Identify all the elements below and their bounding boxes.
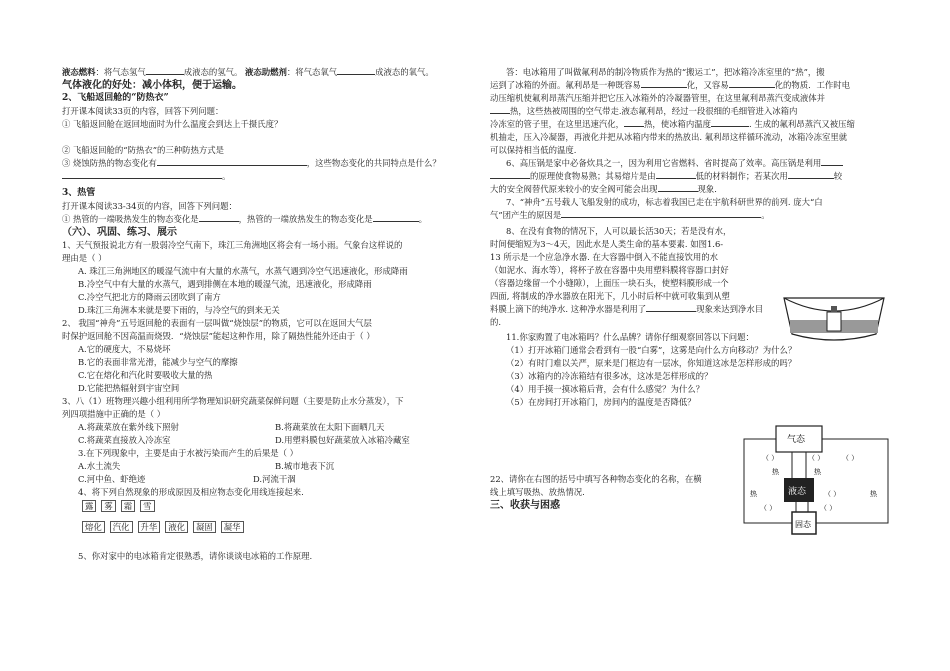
q1-stem-b: 理由是（ ） bbox=[62, 253, 107, 263]
fridge-text: . 生成的氟利昂蒸汽又被压缩 bbox=[749, 119, 855, 129]
cooker-text: 6、高压锅是家中必备炊具之一，因为利用它省燃料、省时提高了效率。高压锅是利用 bbox=[506, 158, 822, 168]
q8-text: 料膜上滴下的纯净水. 这种净水器是利用了 bbox=[490, 304, 647, 314]
q6-line1 bbox=[490, 157, 888, 170]
liquid-fuel-line bbox=[62, 66, 472, 79]
phenomena-row bbox=[62, 500, 472, 513]
q11-item5: （5）在房间打开冰箱门，房间内的温度是否降低？ bbox=[506, 397, 696, 407]
change-box[interactable]: 凝华 bbox=[221, 521, 244, 533]
section-3-harvest-title: 三、收获与困惑 bbox=[490, 500, 560, 511]
q11-item1: （1）打开冰箱门通常会看到有一股“白雾”，这雾是向什么方向移动？为什么？ bbox=[506, 345, 797, 355]
cooker-text: 的原理使食物易熟；其易熔片是由 bbox=[530, 171, 656, 181]
q8-line2: 时间便缩短为3～4天，因此水是人类生命的基本要素. 如图1.6- bbox=[490, 239, 724, 249]
q5-stem: 4、将下列自然现象的形成原因及相应物态变化用线连接起来. bbox=[78, 487, 304, 497]
q3-option-b: B.将蔬菜放在太阳下面晒几天 bbox=[275, 422, 385, 432]
q8-line3: 13 所示是一个应急净水器. 在大容器中倒入不能直接饮用的水 bbox=[490, 252, 719, 262]
heat-left-top: 热 bbox=[772, 468, 779, 476]
q2-option-b: B.它的表面非常光滑，能减少与空气的摩擦 bbox=[78, 357, 238, 367]
q4-option-a: A.水土流失 bbox=[78, 461, 121, 471]
q3-period: 。 bbox=[222, 171, 231, 181]
cooker-text: 低的材料制作；若某次用 bbox=[695, 171, 788, 181]
q2-stem-b: 时保护返回舱不因高温而烧毁．“烧蚀层”能起这种作用，除了隔热性能外还由于（ ） bbox=[62, 331, 375, 341]
q8-line5: （容器边缘留一个小缝隙），上面压一块石头，使塑料膜形成一个 bbox=[490, 278, 729, 288]
section-3-title: 3、热管 bbox=[62, 188, 96, 198]
q11-stem: 11.你家购置了电冰箱吗？什么品牌？请你仔细观察回答以下问题： bbox=[506, 332, 754, 342]
heat-pipe-c: 。 bbox=[418, 214, 428, 224]
blank[interactable] bbox=[788, 178, 834, 179]
fridge-answer-line4 bbox=[490, 105, 888, 118]
changes-row bbox=[62, 521, 472, 534]
water-purifier-illustration bbox=[782, 294, 886, 346]
paren-right-bottom: （ ） bbox=[820, 504, 837, 512]
blank[interactable] bbox=[729, 87, 775, 88]
q4-option-b: B.城市地表下沉 bbox=[275, 461, 335, 471]
heat-left: 热 bbox=[750, 490, 757, 498]
paren-mid-top: （ ） bbox=[808, 454, 825, 462]
change-box[interactable]: 凝固 bbox=[193, 521, 216, 533]
q3-stem-a: 3、八（1）班物理兴趣小组利用所学物理知识研究蔬菜保鲜问题（主要是防止水分蒸发），下 bbox=[62, 396, 404, 406]
q11-item4: （4）用手摸一摸冰箱后背，会有什么感觉？为什么？ bbox=[506, 384, 704, 394]
phenomenon-box[interactable]: 雾 bbox=[101, 500, 115, 512]
section-2-q3-answer bbox=[62, 170, 472, 183]
section-6-title: （六）、巩固、练习、展示 bbox=[62, 227, 177, 238]
q8-line8: 的. bbox=[490, 317, 502, 327]
q8-line1: 8、在没有食物的情况下，人可以最长活30天；若是没有水， bbox=[506, 226, 732, 236]
liquid-fuel-text2: 成液态的氢气。 bbox=[183, 67, 243, 77]
q8-text: 现象来达到净水目 bbox=[696, 304, 764, 314]
blank[interactable] bbox=[157, 165, 307, 166]
q8-line6: 四面, 将制成的净水器放在阳光下，几小时后杯中就可收集到从塑 bbox=[490, 291, 730, 301]
oxidizer-label: 液态助燃剂 bbox=[245, 67, 287, 77]
q22-line2: 线上填写吸热、放热情况. bbox=[490, 487, 585, 497]
section-3-q1 bbox=[62, 213, 472, 226]
fridge-answer-line2 bbox=[490, 79, 888, 92]
section-2-intro: 打开课本阅读33页的内容，回答下列问题： bbox=[62, 106, 224, 116]
section-2-q2: ② 飞船返回舱的“防热衣”的三种防热方式是 bbox=[62, 145, 224, 155]
heat-mid-top: 热 bbox=[814, 468, 821, 476]
q4-option-c: C.河中鱼、虾绝迹 bbox=[78, 474, 146, 484]
blank[interactable] bbox=[490, 178, 530, 179]
blank[interactable] bbox=[641, 87, 687, 88]
heat-right: 热 bbox=[870, 490, 877, 498]
q11-item2: （2）有时门难以关严，原来是门框边有一层冰，你知道这冰是怎样形成的吗？ bbox=[506, 358, 797, 368]
fridge-text: 冷冻室的管子里，在这里迅速汽化， bbox=[490, 119, 624, 129]
q4-stem: 3.在下列现象中，主要是由于水被污染而产生的后果是（ ） bbox=[78, 448, 299, 458]
phenomenon-box[interactable]: 露 bbox=[82, 500, 96, 512]
q3-stem-b: 列四项措施中正确的是（ ） bbox=[62, 409, 166, 419]
q8-line4: （如泥水、海水等），将杯子放在容器中央用塑料膜将容器口封好 bbox=[490, 265, 729, 275]
paren-left-bottom: （ ） bbox=[760, 504, 777, 512]
liquid-fuel-text: ：将气态氢气 bbox=[95, 67, 146, 77]
q7-period: 。 bbox=[761, 210, 770, 220]
blank[interactable] bbox=[624, 126, 644, 127]
blank[interactable] bbox=[821, 165, 843, 166]
q1-option-c: C.冷空气把北方的降雨云团吹到了南方 bbox=[78, 292, 221, 302]
section-3-intro: 打开课本阅读33-34页的内容，回答下列问题： bbox=[62, 201, 237, 211]
q4-options-row1 bbox=[62, 460, 472, 473]
heat-pipe-b: ，热管的一端放热发生的物态变化是 bbox=[238, 214, 373, 224]
q2-stem-a: 2、 我国“神舟”五号返回舱的表面有一层叫做“烧蚀层”的物质，它可以在返回大气层 bbox=[62, 318, 372, 328]
liquid-fuel-label: 液态燃料 bbox=[62, 67, 96, 77]
blank[interactable] bbox=[373, 221, 419, 222]
heat-pipe-a: ① 热管的一端吸热发生的物态变化是 bbox=[62, 214, 199, 224]
left-column bbox=[62, 66, 472, 563]
blank[interactable] bbox=[658, 191, 698, 192]
section-2-q1: ① 飞船返回舱在返回地面时为什么温度会到达上千摄氏度？ bbox=[62, 119, 283, 129]
q2-option-a: A.它的硬度大，不易烧坏 bbox=[78, 344, 171, 354]
q1-option-d: D.珠江三角洲本来就是要下雨的，与冷空气的到来无关 bbox=[78, 305, 280, 315]
change-box[interactable]: 汽化 bbox=[110, 521, 133, 533]
change-box[interactable]: 液化 bbox=[165, 521, 188, 533]
q3-option-c: C.将蔬菜直接放入冷冻室 bbox=[78, 435, 171, 445]
gas-label: 气态 bbox=[787, 435, 806, 445]
blank[interactable] bbox=[146, 74, 184, 75]
fridge-answer-line7: 可以保持相当低的温度. bbox=[490, 145, 577, 155]
solid-label: 固态 bbox=[795, 520, 811, 529]
fridge-answer-line1: 答：电冰箱用了叫做氟利昂的制冷物质作为热的“搬运工”，把冰箱冷冻室里的“热”，搬 bbox=[506, 67, 825, 77]
paren-right-mid: （ ） bbox=[824, 490, 841, 498]
section-2-title: 2、飞船返回舱的“防热衣” bbox=[62, 93, 169, 103]
fridge-text: 化的物质．工作时电 bbox=[774, 80, 850, 90]
oxidizer-text: ：将气态氧气 bbox=[286, 67, 338, 77]
cooker-text: 较 bbox=[833, 171, 843, 181]
q7-text: 气”团产生的原因是 bbox=[490, 210, 562, 220]
q11-item3: （3）冰箱内的冷冻箱结有很多冰，这冰是怎样形成的？ bbox=[506, 371, 713, 381]
liquid-label: 液态 bbox=[788, 487, 807, 497]
blank[interactable] bbox=[337, 74, 375, 75]
phase-change-diagram bbox=[738, 424, 894, 538]
q3-option-a: A.将蔬菜放在紫外线下照射 bbox=[78, 422, 179, 432]
q3-option-d: D.用塑料膜包好蔬菜放入冰箱冷藏室 bbox=[275, 435, 410, 445]
stone bbox=[831, 306, 837, 312]
blank[interactable] bbox=[561, 217, 761, 218]
blank[interactable] bbox=[490, 113, 510, 114]
blank[interactable] bbox=[199, 221, 239, 222]
q2-option-c: C.它在熔化和汽化时要吸收大量的热 bbox=[78, 370, 213, 380]
q22-line1: 22、请你在右图的括号中填写各种物态变化的名称，在横 bbox=[490, 474, 702, 484]
q3-part-a: ③ 烧蚀防热的物态变化有 bbox=[62, 158, 157, 168]
q7-line1: 7、“神舟”五号载人飞船发射的成功，标志着我国已走在宇航科研世界的前列. 庞大“白 bbox=[506, 197, 823, 207]
blank[interactable] bbox=[656, 178, 696, 179]
phenomenon-box[interactable]: 霜 bbox=[121, 500, 135, 512]
q3-options-row2 bbox=[62, 434, 472, 447]
blank[interactable] bbox=[711, 126, 749, 127]
cooker-text: 大的安全阀替代原来较小的安全阀可能会出现 bbox=[490, 184, 658, 194]
blank[interactable] bbox=[62, 178, 222, 179]
q6-line2 bbox=[490, 170, 888, 183]
change-box[interactable]: 升华 bbox=[138, 521, 161, 533]
q6-stem: 5、你对家中的电冰箱肯定很熟悉，请你谈谈电冰箱的工作原理. bbox=[78, 551, 313, 561]
change-box[interactable]: 熔化 bbox=[82, 521, 105, 533]
cooker-text: 现象． bbox=[697, 184, 723, 194]
q3-options-row1 bbox=[62, 421, 472, 434]
fridge-answer-line3: 动压缩机使氟利昂蒸汽压缩并把它压入冰箱外的冷凝器管里，在这里氟利昂蒸汽变成液体并 bbox=[490, 93, 825, 103]
fridge-answer-line5 bbox=[490, 118, 888, 131]
q2-option-d: D.它能把热辐射到宇宙空间 bbox=[78, 383, 180, 393]
fridge-text: 热，使冰箱内温度 bbox=[644, 119, 711, 129]
fridge-text: 热，这些热被周围的空气带走.液态氟利昂，经过一段很细的毛细管进入冰箱内 bbox=[510, 106, 798, 116]
fridge-answer-line6: 机抽走，压入冷凝器，再液化并把从冰箱内带来的热放出. 氟利昂这样循环流动，冰箱冷冻室里就 bbox=[490, 132, 848, 142]
fridge-text: 运到了冰箱的外面。氟利昂是一种既容易 bbox=[490, 80, 641, 90]
q4-option-d: D.河流干涸 bbox=[253, 474, 296, 484]
q3-part-b: ，这些物态变化的共同特点是什么？ bbox=[306, 158, 441, 168]
q6-line3 bbox=[490, 183, 888, 196]
q1-option-b: B.冷空气中有大量的水蒸气，遇到排侧在本地的暖湿气流，迅速液化，形成降雨 bbox=[78, 279, 372, 289]
q7-line2 bbox=[490, 209, 888, 222]
fridge-text: 化，又容易 bbox=[686, 80, 729, 90]
section-2-q3 bbox=[62, 157, 472, 170]
q1-stem-a: 1、天气预报说北方有一股弱冷空气南下，珠江三角洲地区将会有一场小雨。气象台这样说的 bbox=[62, 240, 403, 250]
oxidizer-text2: 成液态的氧气。 bbox=[375, 67, 434, 77]
q4-options-row2 bbox=[62, 473, 472, 486]
phenomenon-box[interactable]: 雪 bbox=[140, 500, 154, 512]
benefit-heading: 气体液化的好处：减小体积，便于运输。 bbox=[62, 80, 242, 91]
q1-option-a: A. 珠江三角洲地区的暖湿气流中有大量的水蒸气，水蒸气遇到冷空气迅速液化，形成降雨 bbox=[78, 266, 408, 276]
paren-left-top: （ ） bbox=[762, 454, 779, 462]
blank[interactable] bbox=[646, 311, 696, 312]
paren-right-top: （ ） bbox=[842, 454, 859, 462]
cup bbox=[827, 312, 841, 331]
